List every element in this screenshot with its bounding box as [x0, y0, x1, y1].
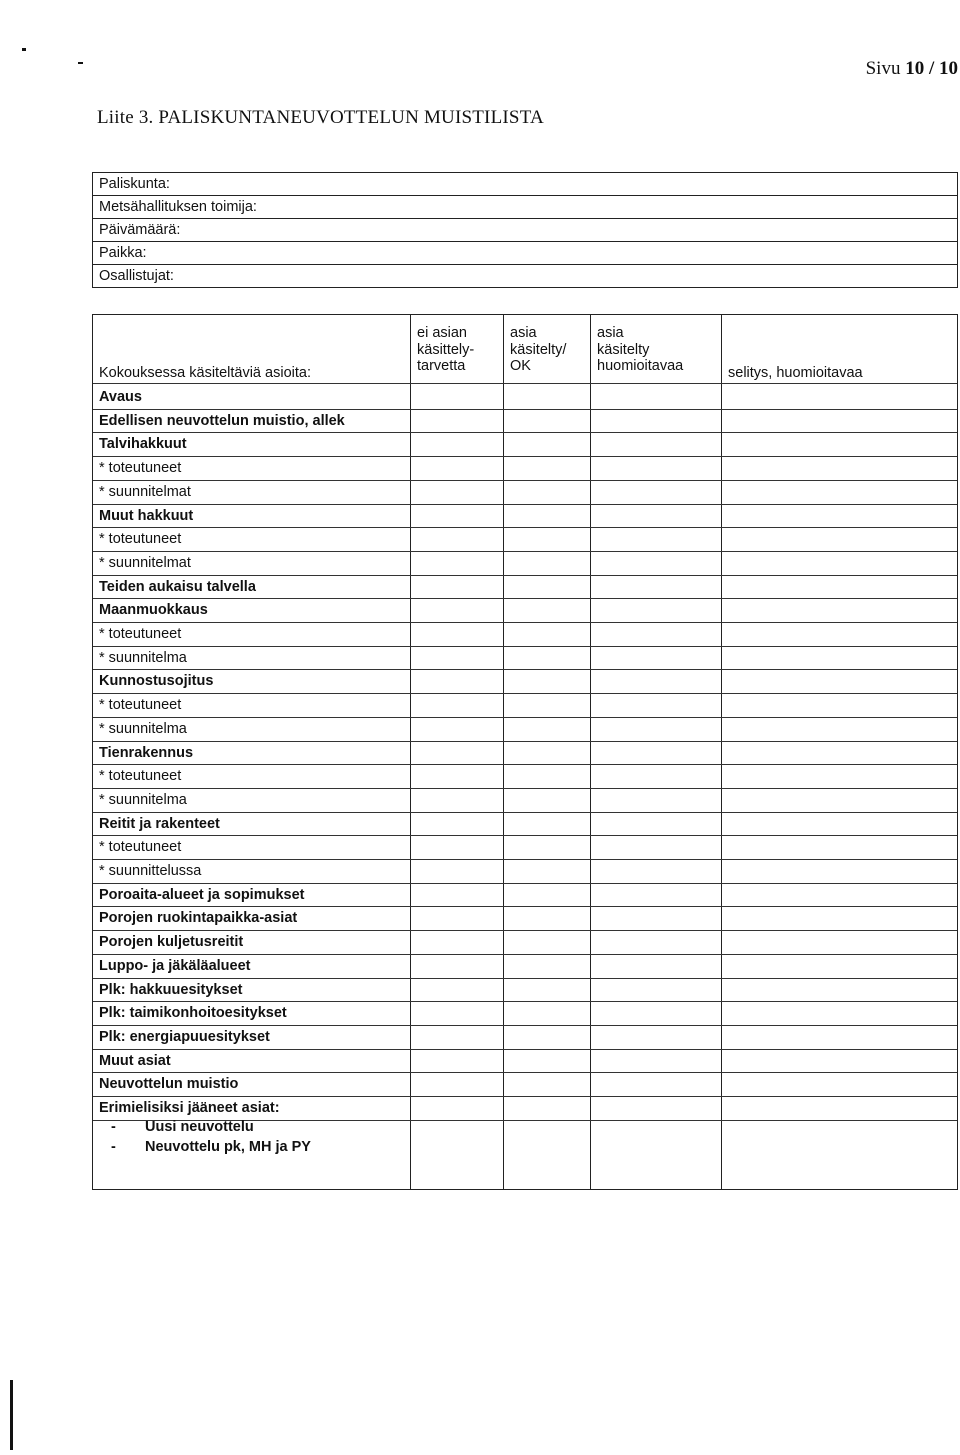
topic-row-label: Porojen kuljetusreitit	[99, 934, 244, 951]
topic-row-label: Teiden aukaisu talvella	[99, 578, 256, 595]
dash-bullet: -	[111, 1118, 116, 1135]
row-divider	[93, 622, 957, 623]
row-divider	[93, 764, 957, 765]
row-divider	[93, 693, 957, 694]
topic-row-label: * suunnitelma	[99, 649, 187, 666]
topic-row-label: Kunnostusojitus	[99, 673, 214, 690]
topic-row-label: Plk: hakkuuesitykset	[99, 981, 243, 998]
topic-row-label: * suunnitelmat	[99, 554, 191, 571]
row-divider	[93, 504, 957, 505]
row-divider	[93, 575, 957, 576]
info-row-place: Paikka:	[93, 242, 957, 265]
col-header-explanation: selitys, huomioitavaa	[728, 365, 863, 381]
topic-row-label: Plk: taimikonhoitoesitykset	[99, 1005, 287, 1022]
row-divider	[93, 978, 957, 979]
column-divider	[590, 315, 591, 1189]
annex-title: Liite 3. PALISKUNTANEUVOTTELUN MUISTILISTA	[97, 107, 544, 128]
topic-row-label: Muut asiat	[99, 1052, 171, 1069]
topic-row-label: * toteutuneet	[99, 626, 182, 642]
row-divider	[93, 432, 957, 433]
row-divider	[93, 646, 957, 647]
info-row-participants: Osallistujat:	[99, 268, 174, 284]
col-header-no-need: ei asian käsittely- tarvetta	[417, 325, 475, 374]
meeting-info-box	[92, 172, 958, 288]
topic-row-label: Maanmuokkaus	[99, 602, 208, 619]
row-divider	[93, 480, 957, 481]
topic-row-label: Avaus	[99, 389, 142, 405]
sub-item	[111, 1138, 311, 1156]
column-divider	[721, 315, 722, 1189]
topic-row-label: Edellisen neuvottelun muistio, allek	[99, 412, 345, 429]
row-divider	[93, 456, 957, 457]
info-row-reindeer-herding-cooperative: Paliskunta:	[93, 173, 957, 196]
topic-row-label: Luppo- ja jäkäläalueet	[99, 957, 251, 974]
topic-row-label: Muut hakkuut	[99, 507, 194, 524]
topic-row-label: Tienrakennus	[99, 744, 194, 761]
topic-row-label: * toteutuneet	[99, 697, 182, 714]
topic-row-label: * toteutuneet	[99, 531, 182, 548]
row-divider	[93, 1001, 957, 1002]
sub-item	[111, 1118, 254, 1136]
row-divider	[93, 930, 957, 931]
row-divider	[93, 409, 957, 410]
scan-mark	[10, 1380, 13, 1450]
dash-bullet: -	[111, 1138, 116, 1155]
topic-row-label: * toteutuneet	[99, 768, 182, 785]
topic-row-label: Poroaita-alueet ja sopimukset	[99, 886, 305, 903]
row-divider	[93, 669, 957, 670]
scan-mark	[78, 62, 83, 64]
topic-row-label: Erimielisiksi jääneet asiat:	[99, 1100, 280, 1116]
row-divider	[93, 906, 957, 907]
row-divider	[93, 1072, 957, 1073]
scan-mark	[22, 48, 26, 51]
sub-item-label: Neuvottelu pk, MH ja PY	[145, 1138, 311, 1155]
col-header-handled-ok: asia käsitelty/ OK	[510, 325, 567, 374]
checklist-table	[92, 314, 958, 1190]
topic-row-label: Porojen ruokintapaikka-asiat	[99, 910, 298, 927]
row-divider	[93, 717, 957, 718]
row-divider	[93, 1096, 957, 1097]
sub-item-label: Uusi neuvottelu	[145, 1118, 254, 1135]
row-divider	[93, 741, 957, 742]
column-divider	[503, 315, 504, 1189]
row-divider	[93, 551, 957, 552]
topic-row-label: * toteutuneet	[99, 839, 182, 856]
header-divider	[93, 383, 957, 384]
row-divider	[93, 527, 957, 528]
topic-row-label: * suunnitelma	[99, 791, 187, 808]
row-divider	[93, 883, 957, 884]
page-number: Sivu 10 / 10	[865, 58, 958, 79]
row-divider	[93, 859, 957, 860]
col-header-topics: Kokouksessa käsiteltäviä asioita:	[99, 365, 311, 381]
row-divider	[93, 788, 957, 789]
row-divider	[93, 835, 957, 836]
topic-row-label: * suunnittelussa	[99, 863, 202, 879]
row-divider	[93, 1025, 957, 1026]
topic-row-label: * toteutuneet	[99, 460, 182, 477]
row-divider	[93, 954, 957, 955]
topic-row-label: * suunnitelma	[99, 720, 187, 737]
row-divider	[93, 598, 957, 599]
col-header-handled-notes: asia käsitelty huomioitavaa	[597, 325, 684, 374]
column-divider	[410, 315, 411, 1189]
row-divider	[93, 812, 957, 813]
topic-row-label: Neuvottelun muistio	[99, 1076, 239, 1093]
topic-row-label: Talvihakkuut	[99, 436, 187, 453]
row-divider	[93, 1049, 957, 1050]
info-row-operator: Metsähallituksen toimija:	[93, 196, 957, 219]
topic-row-label: Plk: energiapuuesitykset	[99, 1028, 270, 1045]
info-row-date: Päivämäärä:	[93, 219, 957, 242]
topic-row-label: * suunnitelmat	[99, 483, 191, 500]
topic-row-label: Reitit ja rakenteet	[99, 815, 220, 832]
